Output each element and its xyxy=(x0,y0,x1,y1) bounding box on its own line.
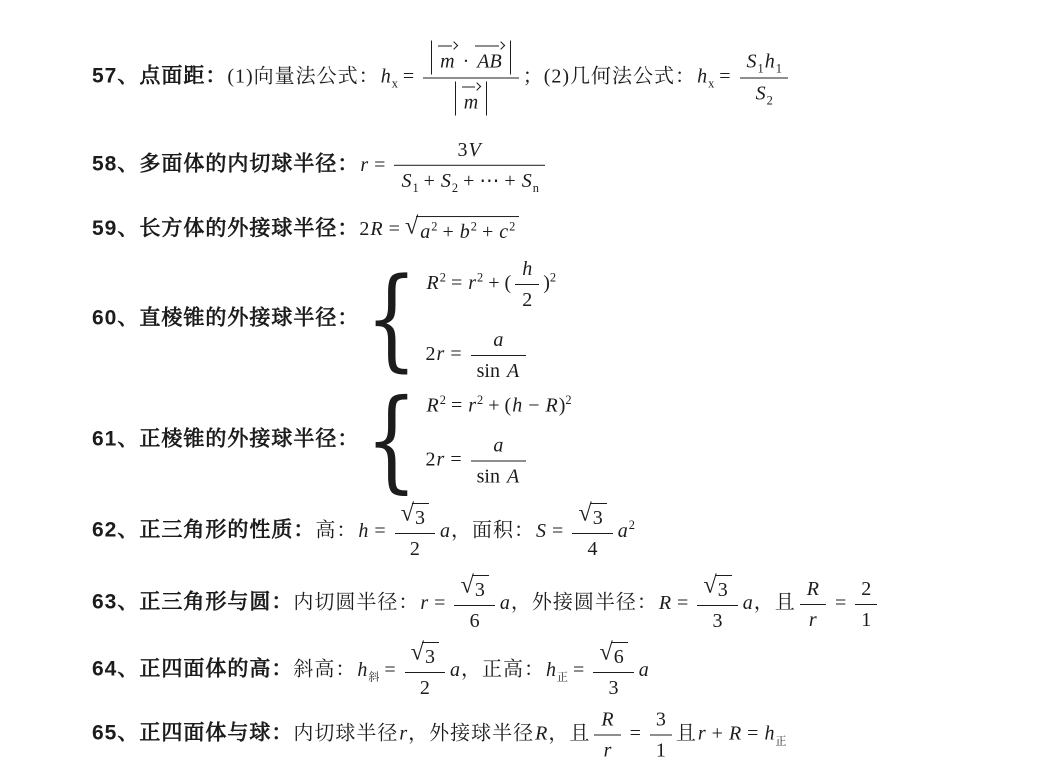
vector: m xyxy=(437,42,457,74)
superscript: 2 xyxy=(470,219,477,234)
item-heading: 多面体的内切球半径： xyxy=(139,152,360,176)
radicand xyxy=(422,642,439,669)
fraction-numerator xyxy=(471,433,527,462)
math-text: 1 xyxy=(655,739,666,762)
fraction-numerator xyxy=(800,576,826,605)
equation-line xyxy=(426,433,572,490)
math-variable: h xyxy=(512,394,523,417)
math-variable: S xyxy=(401,169,412,192)
math-variable: S xyxy=(746,50,757,73)
square-root xyxy=(578,499,606,530)
item-heading: 65、 xyxy=(92,721,140,745)
math-variable: r xyxy=(468,394,477,417)
radical-sign: √ xyxy=(703,571,717,599)
math-variable: R xyxy=(728,722,742,745)
fraction xyxy=(697,571,737,634)
fraction xyxy=(454,571,494,634)
math-text: ) xyxy=(558,394,566,417)
math-variable: r xyxy=(808,608,817,631)
vector: m xyxy=(461,83,481,115)
subscript: n xyxy=(532,180,539,195)
formula-item-57 xyxy=(92,40,792,117)
math-variable: r xyxy=(436,343,445,366)
equation-line xyxy=(426,256,557,313)
math-text: 2 xyxy=(409,538,420,560)
math-variable: h xyxy=(697,65,708,88)
radical-sign: √ xyxy=(578,499,592,527)
subscript: x xyxy=(708,76,715,91)
subscript: 正 xyxy=(557,671,569,684)
radicand xyxy=(472,575,489,602)
math-variable: R xyxy=(806,577,819,600)
fraction-numerator xyxy=(593,638,633,673)
math-text: ( xyxy=(504,272,512,295)
math-operator: · xyxy=(462,50,470,73)
item-heading: 57、 xyxy=(92,64,140,88)
math-variable: R xyxy=(545,394,558,417)
superscript: 2 xyxy=(628,517,635,532)
math-text: 2 xyxy=(425,448,436,471)
math-variable: a xyxy=(493,434,504,457)
body-text: 内切球半径 xyxy=(293,722,399,745)
radicand xyxy=(590,503,607,530)
superscript: 2 xyxy=(439,392,446,407)
math-variable: R xyxy=(658,591,672,614)
formula-item-60 xyxy=(92,256,556,384)
radical-sign: √ xyxy=(599,638,613,666)
item-heading: 59、 xyxy=(92,217,140,241)
radicand xyxy=(611,642,628,669)
item-heading: 64、 xyxy=(92,657,140,681)
math-text: 3 xyxy=(712,610,723,632)
math-variable: r xyxy=(436,448,445,471)
math-variable: r xyxy=(399,722,408,745)
math-operator: = xyxy=(834,591,847,614)
math-operator: + xyxy=(488,394,500,417)
square-root xyxy=(404,212,519,245)
left-brace: { xyxy=(365,376,418,505)
fraction-numerator xyxy=(594,707,620,736)
math-text: 3 xyxy=(717,579,728,601)
fraction-denominator xyxy=(800,605,826,633)
body-text: ，面积： xyxy=(451,519,536,542)
math-variable: a xyxy=(499,591,510,614)
math-variable: A xyxy=(506,465,520,488)
fraction xyxy=(423,40,519,117)
square-root xyxy=(703,571,731,602)
math-operator: + xyxy=(711,722,723,745)
fraction-denominator xyxy=(572,534,612,562)
item-heading: 60、 xyxy=(92,306,140,330)
math-variable: h xyxy=(764,722,775,745)
superscript: 2 xyxy=(477,270,484,285)
item-heading: 正四面体与球： xyxy=(139,721,294,745)
math-variable: S xyxy=(536,519,547,542)
fraction-denominator xyxy=(855,605,877,633)
equation-lines xyxy=(426,393,572,490)
fraction-denominator xyxy=(394,166,544,195)
absolute-value xyxy=(431,41,511,75)
math-text: 6 xyxy=(613,646,624,668)
math-operator: = xyxy=(374,519,386,542)
superscript: 2 xyxy=(431,219,438,234)
math-text: 2 xyxy=(359,218,370,241)
body-text: ，正高： xyxy=(461,658,546,681)
fraction-denominator xyxy=(697,606,737,634)
fraction xyxy=(395,499,435,562)
fraction-denominator xyxy=(395,534,435,562)
body-text: (2)几何法公式： xyxy=(543,65,697,88)
radicand xyxy=(715,575,732,602)
equation-line xyxy=(426,327,557,384)
formula-item-62 xyxy=(92,499,635,562)
fraction-numerator xyxy=(650,707,672,736)
fraction xyxy=(855,576,877,633)
square-root xyxy=(400,499,429,530)
math-variable: a xyxy=(420,220,431,243)
math-variable: c xyxy=(499,220,509,243)
math-text: ⋯ xyxy=(479,169,500,192)
math-text: ) xyxy=(543,272,550,295)
superscript: 2 xyxy=(477,392,484,407)
fraction xyxy=(394,137,544,195)
item-heading: 62、 xyxy=(92,518,140,542)
fraction xyxy=(572,499,612,562)
math-variable: a xyxy=(742,591,753,614)
body-text: 内切圆半径： xyxy=(293,591,420,614)
math-variable: V xyxy=(468,138,481,161)
item-heading: 点面距： xyxy=(139,64,228,88)
square-root xyxy=(410,638,439,669)
fraction xyxy=(740,48,788,108)
subscript: x xyxy=(391,76,398,91)
fraction xyxy=(471,433,527,490)
math-operator: = xyxy=(677,591,689,614)
math-operator: + xyxy=(481,220,494,243)
fraction-numerator xyxy=(572,499,612,534)
equation-lines xyxy=(426,256,557,384)
fraction xyxy=(594,707,620,764)
body-text: ，且 xyxy=(548,722,591,745)
fraction-denominator xyxy=(454,606,494,634)
fraction xyxy=(593,638,633,701)
math-operator: = xyxy=(450,394,463,417)
subscript: 斜 xyxy=(368,671,380,684)
square-root xyxy=(460,571,488,602)
superscript: 2 xyxy=(549,270,557,285)
math-text: 2 xyxy=(425,343,436,366)
math-text: 3 xyxy=(457,138,468,161)
math-variable: h xyxy=(380,65,391,88)
fraction-numerator xyxy=(454,571,494,606)
math-text: 3 xyxy=(425,646,436,668)
math-operator: − xyxy=(528,394,540,417)
fraction-denominator xyxy=(593,673,633,701)
math-variable: r xyxy=(468,272,477,295)
subscript: 1 xyxy=(775,61,782,76)
square-root xyxy=(599,638,627,669)
superscript: 2 xyxy=(439,270,446,285)
fraction xyxy=(471,327,527,384)
item-heading: 63、 xyxy=(92,590,140,614)
formula-item-64 xyxy=(92,638,650,701)
math-variable: S xyxy=(440,169,451,192)
math-variable: r xyxy=(603,739,612,762)
math-variable: S xyxy=(521,169,532,192)
item-heading: 长方体的外接球半径： xyxy=(139,217,360,241)
fraction-denominator xyxy=(405,673,445,701)
math-operator: + xyxy=(488,272,500,295)
fraction-numerator xyxy=(471,327,527,356)
math-operator: = xyxy=(450,343,462,366)
subscript: 1 xyxy=(757,61,764,76)
math-variable: S xyxy=(755,82,766,105)
math-text: 6 xyxy=(469,610,480,632)
math-text: ( xyxy=(504,394,512,417)
item-heading: 正棱锥的外接球半径： xyxy=(139,427,360,451)
superscript: 2 xyxy=(509,219,516,234)
absolute-value xyxy=(455,82,487,116)
fraction-numerator xyxy=(515,256,539,285)
math-operator: = xyxy=(573,658,585,681)
subscript: 2 xyxy=(451,180,459,195)
math-text: 3 xyxy=(415,507,426,529)
item-heading: 正三角形与圆： xyxy=(139,590,294,614)
math-text: 3 xyxy=(655,708,666,731)
radical-sign: √ xyxy=(460,571,474,599)
left-brace: { xyxy=(365,255,418,384)
item-heading: 58、 xyxy=(92,152,140,176)
body-text: ，外接球半径 xyxy=(408,722,535,745)
math-text: 2 xyxy=(419,677,430,699)
math-variable: h xyxy=(357,658,368,681)
formula-item-63 xyxy=(92,571,881,634)
fraction-denominator xyxy=(471,462,527,490)
equation-system xyxy=(365,256,556,384)
math-text: 3 xyxy=(592,507,603,529)
subscript: 正 xyxy=(775,735,787,748)
math-text: 2 xyxy=(861,577,872,600)
math-text: 2 xyxy=(522,289,533,311)
body-text: ，外接圆半径： xyxy=(510,591,658,614)
formula-item-61 xyxy=(92,376,572,505)
fraction-denominator xyxy=(650,736,672,764)
math-variable: a xyxy=(493,329,504,351)
fraction-numerator xyxy=(394,137,544,166)
math-variable: h xyxy=(522,258,533,280)
math-operator: + xyxy=(423,169,435,192)
subscript: 2 xyxy=(766,93,773,108)
subscript: 1 xyxy=(412,180,419,195)
fraction-numerator xyxy=(395,499,435,534)
math-variable: R xyxy=(426,272,439,295)
math-variable: a xyxy=(638,658,649,681)
math-text: 4 xyxy=(587,538,598,560)
math-operator: = xyxy=(402,65,415,88)
body-text: ； xyxy=(522,65,544,88)
math-text: 1 xyxy=(861,608,872,631)
body-text: 高： xyxy=(315,519,358,542)
superscript: 2 xyxy=(565,392,572,407)
radical-sign: √ xyxy=(410,638,425,666)
math-operator: = xyxy=(450,272,463,295)
fraction-denominator xyxy=(515,285,539,313)
math-variable: a xyxy=(450,658,461,681)
radicand xyxy=(416,216,519,245)
math-variable: a xyxy=(440,519,451,542)
fraction-numerator xyxy=(697,571,737,606)
body-text: (1)向量法公式： xyxy=(227,65,380,88)
math-operator: = xyxy=(629,722,641,745)
item-heading: 直棱锥的外接球半径： xyxy=(139,306,360,330)
math-variable: R xyxy=(601,708,614,731)
math-operator: = xyxy=(719,65,731,88)
math-operator: = xyxy=(384,658,396,681)
body-text: ，且 xyxy=(753,591,796,614)
math-variable: R xyxy=(426,394,439,417)
fraction-numerator xyxy=(423,40,519,79)
math-variable: A xyxy=(506,360,520,382)
math-operator: = xyxy=(434,591,446,614)
math-variable: R xyxy=(535,722,548,745)
math-text: sin xyxy=(476,465,500,488)
math-text: 3 xyxy=(474,579,485,601)
item-heading: 正三角形的性质： xyxy=(139,518,316,542)
math-operator: = xyxy=(747,722,759,745)
fraction-denominator xyxy=(471,356,527,384)
fraction-denominator xyxy=(423,79,519,117)
math-text: 3 xyxy=(608,677,619,699)
fraction-denominator xyxy=(740,79,788,108)
fraction xyxy=(515,256,539,313)
formula-item-58 xyxy=(92,137,549,195)
math-operator: + xyxy=(504,169,516,192)
formula-item-59 xyxy=(92,212,519,245)
radicand xyxy=(412,503,429,530)
math-operator: = xyxy=(552,519,564,542)
math-variable: h xyxy=(358,519,369,542)
fraction xyxy=(800,576,826,633)
radical-sign: √ xyxy=(400,499,415,527)
equation-line xyxy=(426,393,572,419)
fraction xyxy=(650,707,672,764)
fraction-numerator xyxy=(405,638,445,673)
radical-sign: √ xyxy=(404,212,419,240)
math-variable: r xyxy=(697,722,706,745)
math-variable: r xyxy=(360,153,369,176)
math-operator: = xyxy=(450,448,462,471)
fraction-denominator xyxy=(594,736,620,764)
math-operator: = xyxy=(388,218,400,241)
fraction-numerator xyxy=(740,48,788,78)
vector: AB xyxy=(474,42,504,74)
math-variable: r xyxy=(420,591,429,614)
item-heading: 正四面体的高： xyxy=(139,657,294,681)
math-variable: h xyxy=(546,658,557,681)
equation-system xyxy=(365,376,572,505)
body-text: 且 xyxy=(675,722,697,745)
math-text: sin xyxy=(476,360,500,382)
math-variable: b xyxy=(459,220,470,243)
fraction-numerator xyxy=(855,576,877,605)
formula-item-65 xyxy=(92,707,786,764)
math-operator: + xyxy=(463,169,475,192)
math-operator: + xyxy=(442,220,454,243)
math-variable: a xyxy=(617,519,628,542)
body-text: 斜高： xyxy=(293,658,357,681)
math-operator: = xyxy=(374,153,386,176)
math-variable: h xyxy=(764,50,775,73)
fraction xyxy=(405,638,445,701)
math-variable: R xyxy=(370,218,383,241)
item-heading: 61、 xyxy=(92,427,140,451)
